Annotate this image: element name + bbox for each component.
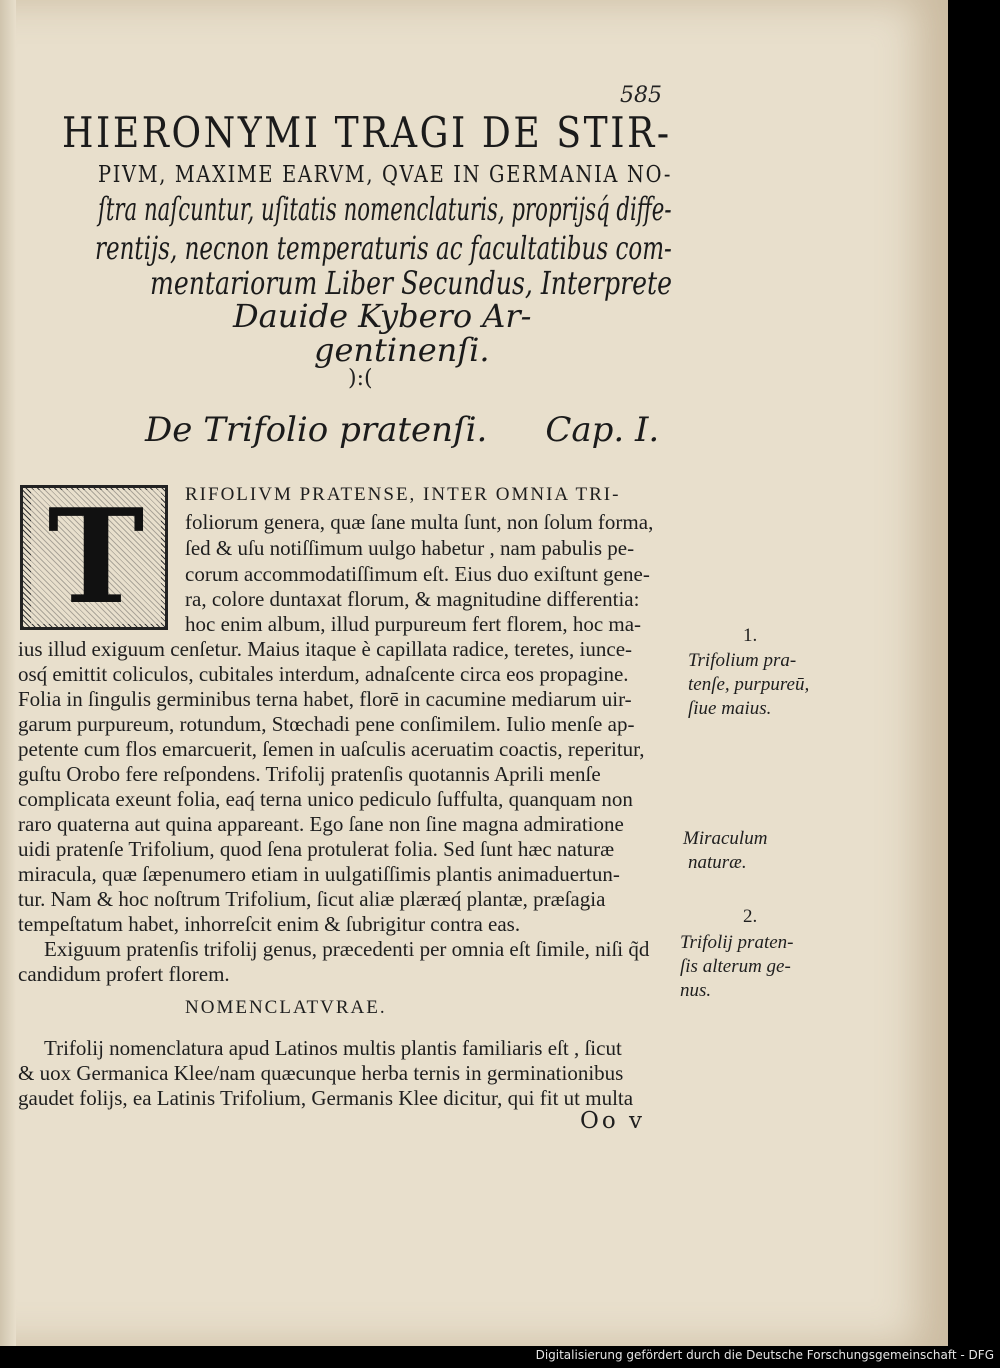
- body-line: miracula, quæ ſæpenumero etiam in uulgatiſſimis plantis animaduertun-: [18, 862, 620, 886]
- margin-note: ſis alterum ge-: [680, 956, 791, 977]
- body-line: complicata exeunt folia, eaq́ terna unico pediculo ſuffulta, quanquam non: [18, 787, 633, 811]
- margin-note: Trifolium pra-: [688, 650, 797, 671]
- signature-mark: Oo v: [580, 1108, 646, 1134]
- body-line: Exiguum pratenſis trifolij genus, præcedenti per omnia eſt ſimile, niſi q̃d: [44, 937, 650, 961]
- title-line-7: gentinenſi.: [314, 331, 490, 369]
- funding-credit: Digitalisierung gefördert durch die Deutsche Forschungsgemeinschaft - DFG: [535, 1348, 994, 1362]
- footer-bar: [0, 1346, 1000, 1368]
- page-number: 585: [620, 83, 662, 108]
- body-line: ius illud exiguum cenſetur. Maius itaque è capillata radice, teretes, iunce-: [18, 637, 633, 661]
- body-line: gaudet folijs, ea Latinis Trifolium, Germanis Klee dicitur, qui fit ut multa: [18, 1086, 634, 1110]
- margin-note: tenſe, purpureū,: [688, 674, 810, 695]
- body-line: corum accommodatiſſimum eſt. Eius duo exiſtunt gene-: [185, 562, 650, 586]
- margin-note: naturæ.: [688, 852, 747, 873]
- margin-note: nus.: [680, 980, 712, 1001]
- body-line: & uox Germanica Klee/nam quæcunque herba ternis in germinationibus: [18, 1061, 624, 1085]
- body-line: ra, colore duntaxat florum, & magnitudine differentia:: [185, 587, 640, 611]
- body-line: hoc enim album, illud purpureum fert florem, hoc ma-: [185, 612, 642, 636]
- margin-note-number: 1.: [743, 625, 758, 646]
- body-line: raro quaterna aut quina appareant. Ego ſane non ſine magna admiratione: [18, 812, 624, 836]
- title-line-1: HIERONYMI TRAGI DE STIR-: [62, 108, 672, 157]
- title-line-6: Dauide Kybero Ar-: [233, 297, 532, 335]
- body-line: osq́ emittit coliculos, cubitales interdum, adnaſcente circa eos propagine.: [18, 662, 629, 686]
- body-line: tur. Nam & hoc noſtrum Trifolium, ſicut aliæ plæræq́ plantæ, præſagia: [18, 887, 606, 911]
- chapter-title: De Trifolio pratenſi.: [145, 410, 488, 450]
- body-line: tempeſtatum habet, inhorreſcit enim & ſubrigitur contra eas.: [18, 912, 521, 936]
- margin-note-number: 2.: [743, 906, 758, 927]
- body-line: petente cum flos emarcuerit, ſemen in uaſculis aceruatim coactis, reperitur,: [18, 737, 645, 761]
- margin-note: Trifolij praten-: [680, 932, 794, 953]
- body-line: Folia in ſingulis germinibus terna habet, florē in cacumine mediarum uir-: [18, 687, 632, 711]
- chapter-number: Cap. I.: [545, 410, 660, 450]
- chapter-heading: [145, 410, 659, 450]
- decorated-initial: [20, 480, 168, 633]
- title-line-4: rentijs, necnon temperaturis ac facultatibus com-: [95, 229, 672, 267]
- title-line-3: ſtra naſcuntur, uſitatis nomenclaturis, proprijsq́ diffe-: [98, 190, 672, 228]
- body-line: Trifolij nomenclatura apud Latinos multis plantis familiaris eſt , ſicut: [44, 1036, 622, 1060]
- title-line-5: mentariorum Liber Secundus, Interprete: [150, 264, 673, 302]
- body-line: candidum profert florem.: [18, 962, 230, 986]
- title-line-2: PIVM, MAXIME EARVM, QVAE IN GERMANIA NO-: [98, 162, 673, 188]
- body-line: uidi pratenſe Trifolium, quod ſena protulerat folia. Sed ſunt hæc naturæ: [18, 837, 615, 861]
- page-gutter: [0, 0, 16, 1346]
- section-heading: NOMENCLATVRAE.: [185, 997, 387, 1018]
- body-line: garum purpureum, rotundum, Stœchadi pene conſimilem. Iulio menſe ap-: [18, 712, 635, 736]
- body-line: RIFOLIVM PRATENSE, INTER OMNIA TRI-: [185, 484, 621, 505]
- margin-note: ſiue maius.: [688, 698, 772, 719]
- body-line: foliorum genera, quæ ſane multa ſunt, non ſolum forma,: [185, 510, 654, 534]
- initial-letter: T: [31, 490, 161, 624]
- ornament: ):(: [348, 366, 373, 391]
- body-line: guſtu Orobo fere reſpondens. Trifolij pratenſis quotannis Aprili menſe: [18, 762, 601, 786]
- margin-note: Miraculum: [683, 828, 768, 849]
- body-line: ſed & uſu notiſſimum uulgo habetur , nam pabulis pe-: [185, 536, 635, 560]
